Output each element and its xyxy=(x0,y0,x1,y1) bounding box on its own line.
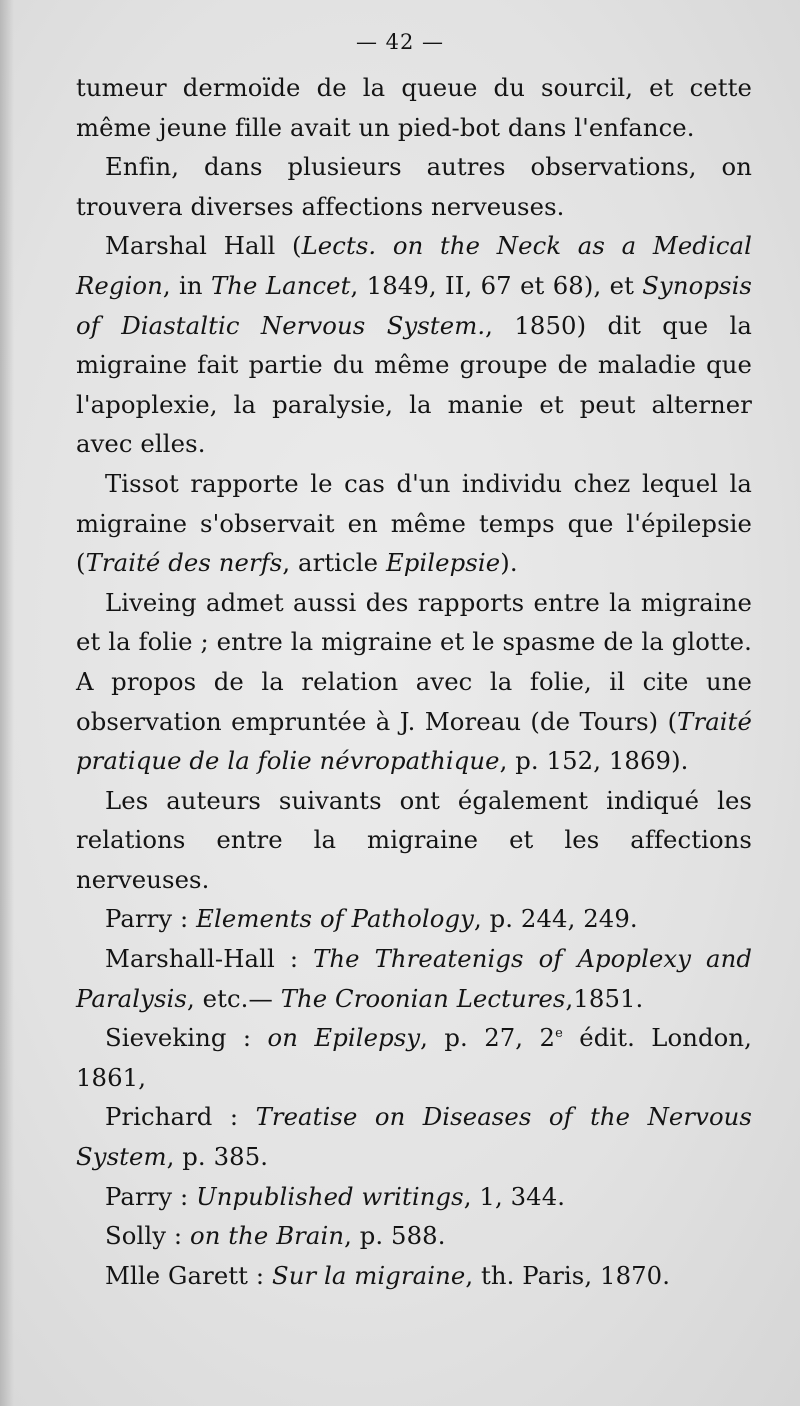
text-run: Liveing admet aussi des rapports entre la migraine et la folie ; entre la migraine et le spasme de la glotte. A propos de la relation avec la folie, il cite une observation empruntée à J. Moreau (de Tours) ( xyxy=(76,587,752,736)
reference-author: Solly : xyxy=(105,1221,190,1251)
reference-entry xyxy=(76,1177,752,1217)
citation-title: Traité des nerfs xyxy=(85,548,283,578)
reference-title: on the Brain xyxy=(189,1221,345,1251)
reference-details: édit. London, 1861, xyxy=(76,1023,752,1092)
text-run: , 1849, II, 67 et 68), et xyxy=(350,270,643,300)
text-run: Marshal Hall ( xyxy=(105,231,302,261)
paragraph-continued: tumeur dermoïde de la queue du sourcil, et cette même jeune fille avait un pied-bot dans l'enfance. xyxy=(76,73,752,142)
reference-details: , p. 244, 249. xyxy=(473,904,638,934)
reference-author: Parry : xyxy=(105,904,197,934)
paragraph xyxy=(76,226,752,464)
reference-title: Unpublished writings xyxy=(196,1181,464,1211)
citation-title: The Lancet xyxy=(211,270,351,300)
superscript: e xyxy=(555,1026,563,1042)
page-gutter-shadow xyxy=(0,0,14,1406)
reference-details: , p. 385. xyxy=(166,1142,269,1172)
reference-title: The Threatenigs of Apoplexy and Paralysis xyxy=(76,944,753,1013)
citation-title: Traité pratique de la folie névropathique xyxy=(76,706,752,776)
reference-details: , p. 588. xyxy=(344,1221,446,1251)
reference-author: Marshall-Hall : xyxy=(105,944,314,974)
paragraph xyxy=(76,464,752,583)
paragraph xyxy=(76,583,752,781)
reference-details: , 1, 344. xyxy=(463,1181,566,1211)
text-run: ). xyxy=(500,548,518,578)
reference-title: Elements of Pathology xyxy=(196,904,474,934)
text-run: Tissot rapporte le cas d'un individu chez lequel la migraine s'observait en même temps que l'épilepsie ( xyxy=(76,468,752,578)
reference-title: Treatise on Diseases of the Nervous System xyxy=(76,1102,752,1172)
text-run: , 1850) dit que la migraine fait partie du même groupe de maladie que l'apoplexie, la paralysie, la manie et peut alterner avec elles. xyxy=(76,310,753,459)
reference-entry xyxy=(76,1097,752,1176)
reference-details: , th. Paris, 1870. xyxy=(465,1260,671,1290)
reference-details: ,1851. xyxy=(565,983,644,1013)
reference-details: , etc.— xyxy=(186,983,281,1013)
reference-author: Sieveking : xyxy=(105,1023,268,1053)
reference-title: The Croonian Lectures xyxy=(280,983,566,1013)
citation-title: Lects. on the Neck as a Medical Region xyxy=(76,231,752,300)
reference-entry xyxy=(76,899,752,939)
reference-author: Mlle Garett : xyxy=(105,1260,272,1290)
reference-author: Parry : xyxy=(105,1181,197,1211)
text-run: , p. 152, 1869). xyxy=(499,746,689,776)
text-run: , in xyxy=(162,270,211,300)
reference-entry xyxy=(76,1256,752,1296)
paragraph: Les auteurs suivants ont également indiqué les relations entre la migraine et les affections nerveuses. xyxy=(76,785,752,894)
reference-title: Sur la migraine xyxy=(271,1260,466,1290)
reference-entry xyxy=(76,1018,752,1097)
citation-title: Synopsis of Diastaltic Nervous System. xyxy=(76,270,753,340)
text-run: , article xyxy=(282,548,386,578)
reference-entry xyxy=(76,1216,752,1256)
reference-title: on Epilepsy xyxy=(267,1023,421,1053)
page-body xyxy=(76,68,752,1295)
page-number: — 42 — xyxy=(355,30,445,54)
reference-details: , p. 27, 2 xyxy=(420,1023,556,1053)
citation-title: Epilepsie xyxy=(385,548,501,578)
reference-entry xyxy=(76,939,752,1018)
paragraph: Enfin, dans plusieurs autres observations, on trouvera diverses affections nerveuses. xyxy=(76,152,752,221)
reference-author: Prichard : xyxy=(105,1102,256,1132)
